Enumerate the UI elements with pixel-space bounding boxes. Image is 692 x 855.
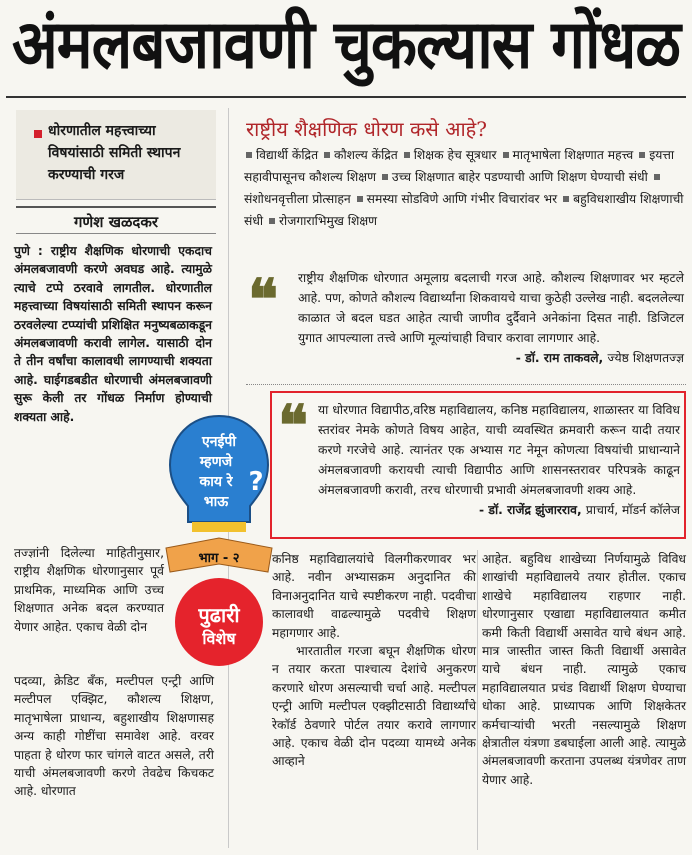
quote-role: प्राचार्य, मॉडर्न कॉलेज — [585, 503, 680, 517]
series-badge — [164, 410, 274, 670]
brand-name: पुढारी — [198, 603, 240, 627]
quote-signature — [282, 500, 680, 520]
body-paragraph: तज्ज्ञांनी दिलेल्या माहितीनुसार, राष्ट्रीय शैक्षणिक धोरणानुसार पूर्व प्राथमिक, माध्यमिक आणि उच्च शिक्षणात अनेक बदल करण्यात येणार आहेत. एकाच वेळी दोन — [14, 546, 164, 634]
quote-author: - डॉ. राम ताकवले, — [515, 351, 604, 365]
sidebar-box-text: धोरणातील महत्त्वाच्या विषयांसाठी समिती स्थापन करण्याची गरज — [48, 123, 181, 183]
bullet-square-icon — [654, 174, 660, 180]
policy-bullet-text: रोजगाराभिमुख शिक्षण — [278, 214, 378, 228]
bullet-square-icon — [357, 196, 363, 202]
bullet-square-icon — [246, 152, 252, 158]
bullet-square-icon — [639, 152, 645, 158]
left-column-intro — [14, 242, 212, 426]
policy-bullet-text: मातृभाषेला शिक्षणात महत्त्व — [512, 148, 634, 162]
policy-bullet-text: उच्च शिक्षणात बाहेर पडण्याची आणि शिक्षण घेण्याची संधी — [391, 170, 648, 184]
quote-rajendra-zunjarrao — [282, 400, 680, 520]
policy-bullet — [380, 170, 652, 184]
quote-mark-icon: ❝ — [278, 393, 309, 459]
bullet-square-icon — [324, 152, 330, 158]
headline-rule — [6, 96, 686, 98]
left-column-body-a — [14, 544, 164, 636]
badge-line-3: काय रे — [199, 474, 233, 490]
middle-column — [272, 550, 476, 771]
intro-paragraph: पुणे : राष्ट्रीय शैक्षणिक धोरणाची एकदाच अंमलबजावणी करणे अवघड आहे. त्यामुळे त्याचे टप्पे ठरवावे लागतील. धोरणातील महत्त्वाच्या विषयांसाठी समिती स्थापन करून ठरवलेल्या टप्प्यांची प्रशिक्षित मनुष्यबळाकडून अंमलबजावणी करावी लागेल. यासाठी दोन ते तीन वर्षांचा कालावधी लागण्याची शक्यता आहे. घाईगडबडीत धोरणाची अंमलबजावणी सुरू केली तर गोंधळ निर्माण होण्याची शक्यता आहे. — [14, 244, 212, 424]
bulb-base — [192, 522, 246, 532]
policy-bullet — [501, 148, 638, 162]
bullet-square-icon — [404, 152, 410, 158]
policy-bullet-list — [244, 144, 686, 232]
policy-bullet-text: संशोधनवृत्तीला प्रोत्साहन — [244, 192, 351, 206]
badge-line-1: एनईपी — [202, 434, 236, 450]
badge-line-2: म्हणजे — [199, 454, 233, 470]
right-column — [482, 550, 686, 789]
policy-bullet-text: कौशल्य केंद्रित — [334, 148, 398, 162]
badge-line-4: भाऊ — [203, 494, 229, 510]
policy-bullet — [402, 148, 501, 162]
policy-bullet-text: बहुविधशाखीय शिक्षणाची संधी — [244, 192, 684, 228]
dotted-separator — [246, 384, 686, 385]
policy-bullet-text: इयत्ता सहावीपासूनच कौशल्य शिक्षण — [244, 148, 675, 184]
body-paragraph: पदव्या, क्रेडिट बँक, मल्टीपल एन्ट्री आणि मल्टीपल एक्झिट, कौशल्य शिक्षण, मातृभाषेला प्राधान्य, बहुशाखीय शिक्षणासह अन्य काही गोष्टींचा समावेश आहे. वरवर पाहता हे धोरण फार चांगले वाटत असले, तरी याची अंमलबजावणी करणे तेवढेच किचकट आहे. धोरणात — [14, 674, 214, 799]
quote-mark-icon: ❝ — [248, 267, 279, 333]
policy-bullet-text: शिक्षक हेच सूत्रधार — [413, 148, 497, 162]
quote-author: - डॉ. राजेंद्र झुंजारराव, — [479, 503, 582, 517]
bullet-square-icon — [269, 218, 275, 224]
policy-bullet-text: विद्यार्थी केंद्रित — [256, 148, 319, 162]
policy-bullet — [267, 214, 377, 228]
section-title: राष्ट्रीय शैक्षणिक धोरण कसे आहे? — [246, 117, 487, 141]
body-paragraph: आहेत. बहुविध शाखेच्या निर्णयामुळे विविध शाखांची महाविद्यालये तयार होतील. एकाच शाखेचे महाविद्यालय राहणार नाही. धोरणानुसार एखाद्या महाविद्यालयात कमीत कमी किती विद्यार्थी असावेत याचे बंधन आहे. मात्र जास्तीत जास्त किती विद्यार्थी असावेत याचे बंधन नाही. त्यामुळे एकाच महाविद्यालयात प्रचंड विद्यार्थी शिक्षण घेण्याचा धोका आहे. प्राध्यापक आणि शिक्षकेतर कर्मचाऱ्यांची भरती नसल्यामुळे शिक्षण क्षेत्रातील यंत्रणा डबघाईला आली आहे. त्यामुळे अंमलबजावणी करताना उपलब्ध यंत्रणेवर ताण येणार आहे. — [482, 552, 686, 787]
badge-part: भाग - २ — [198, 551, 240, 566]
quote-text: राष्ट्रीय शैक्षणिक धोरणात अमूलाग्र बदलाची गरज आहे. कौशल्य शिक्षणावर भर म्हटले आहे. पण, कोणते कौशल्य विद्यार्थ्यांना शिकवायचे याचा कुठेही उल्लेख नाही. बदललेल्या काळात जे बदल घडत आहेत त्याची जाणीव दुर्दैवाने अनेकांना दिसत नाही. डिजिटल युगात आपल्याला तत्त्वे आणि मूल्यांचाही विचार करावा लागणार आहे. — [298, 271, 684, 345]
author-byline: गणेश खळदकर — [16, 206, 216, 234]
body-paragraph: कनिष्ठ महाविद्यालयांचे विलगीकरणावर भर आहे. नवीन अभ्यासक्रम अनुदानित की विनाअनुदानित याचे स्पष्टीकरण नाही. पदवीचा कालावधी वाढल्यामुळे पदवीचे शिक्षण महागणार आहे. — [272, 552, 476, 640]
sidebar-box — [16, 110, 216, 200]
bullet-square-icon — [503, 152, 509, 158]
question-mark: ? — [248, 467, 264, 497]
headline: अंमलबजावणी चुकल्यास गोंधळ — [11, 5, 681, 85]
quote-role: ज्येष्ठ शिक्षणतज्ज्ञ — [607, 351, 684, 365]
quote-text: या धोरणात विद्यापीठ,वरिष्ठ महाविद्यालय, कनिष्ठ महाविद्यालय, शाळास्तर या विविध स्तरांवर नेमके कोणते विषय आहेत, याची व्यवस्थित क्रमवारी करून यादी तयार करणे गरजेचे आहे. त्यानंतर एक अभ्यास गट नेमून कोणत्या विषयांची प्राधान्याने अंमलबजावणी करायची त्याची विद्यापीठ आणि शासनस्तरावर परिपत्रके काढून अंमलबजावणी करावी, तरच धोरणाची प्रभावी अंमलबजावणी शक्य आहे. — [318, 403, 680, 497]
policy-bullet — [322, 148, 402, 162]
bulb-badge-graphic — [164, 410, 274, 670]
brand-sub: विशेष — [202, 629, 236, 648]
left-column-body-b — [14, 672, 214, 801]
policy-bullet — [355, 192, 561, 206]
quote-ram-takwale — [246, 268, 684, 368]
policy-bullet-text: समस्या सोडविणे आणि गंभीर विचारांवर भर — [366, 192, 558, 206]
bullet-square-icon — [563, 196, 569, 202]
quote-signature — [246, 348, 684, 368]
red-square-bullet — [34, 130, 42, 138]
column-divider — [477, 550, 478, 850]
policy-bullet — [244, 148, 322, 162]
bullet-square-icon — [382, 174, 388, 180]
body-paragraph: भारतातील गरजा बघून शैक्षणिक धोरण न तयार करता पाश्चात्य देशांचे अनुकरण करणारे धोरण असल्याची चर्चा आहे. मल्टीपल एन्ट्री आणि मल्टीपल एक्झीटसाठी विद्यार्थ्यांचे रेकॉर्ड ठेवणारे पोर्टल तयार करावे लागणार आहे. एकाच वेळी दोन पदव्या यामध्ये अनेक आव्हाने — [272, 644, 476, 769]
